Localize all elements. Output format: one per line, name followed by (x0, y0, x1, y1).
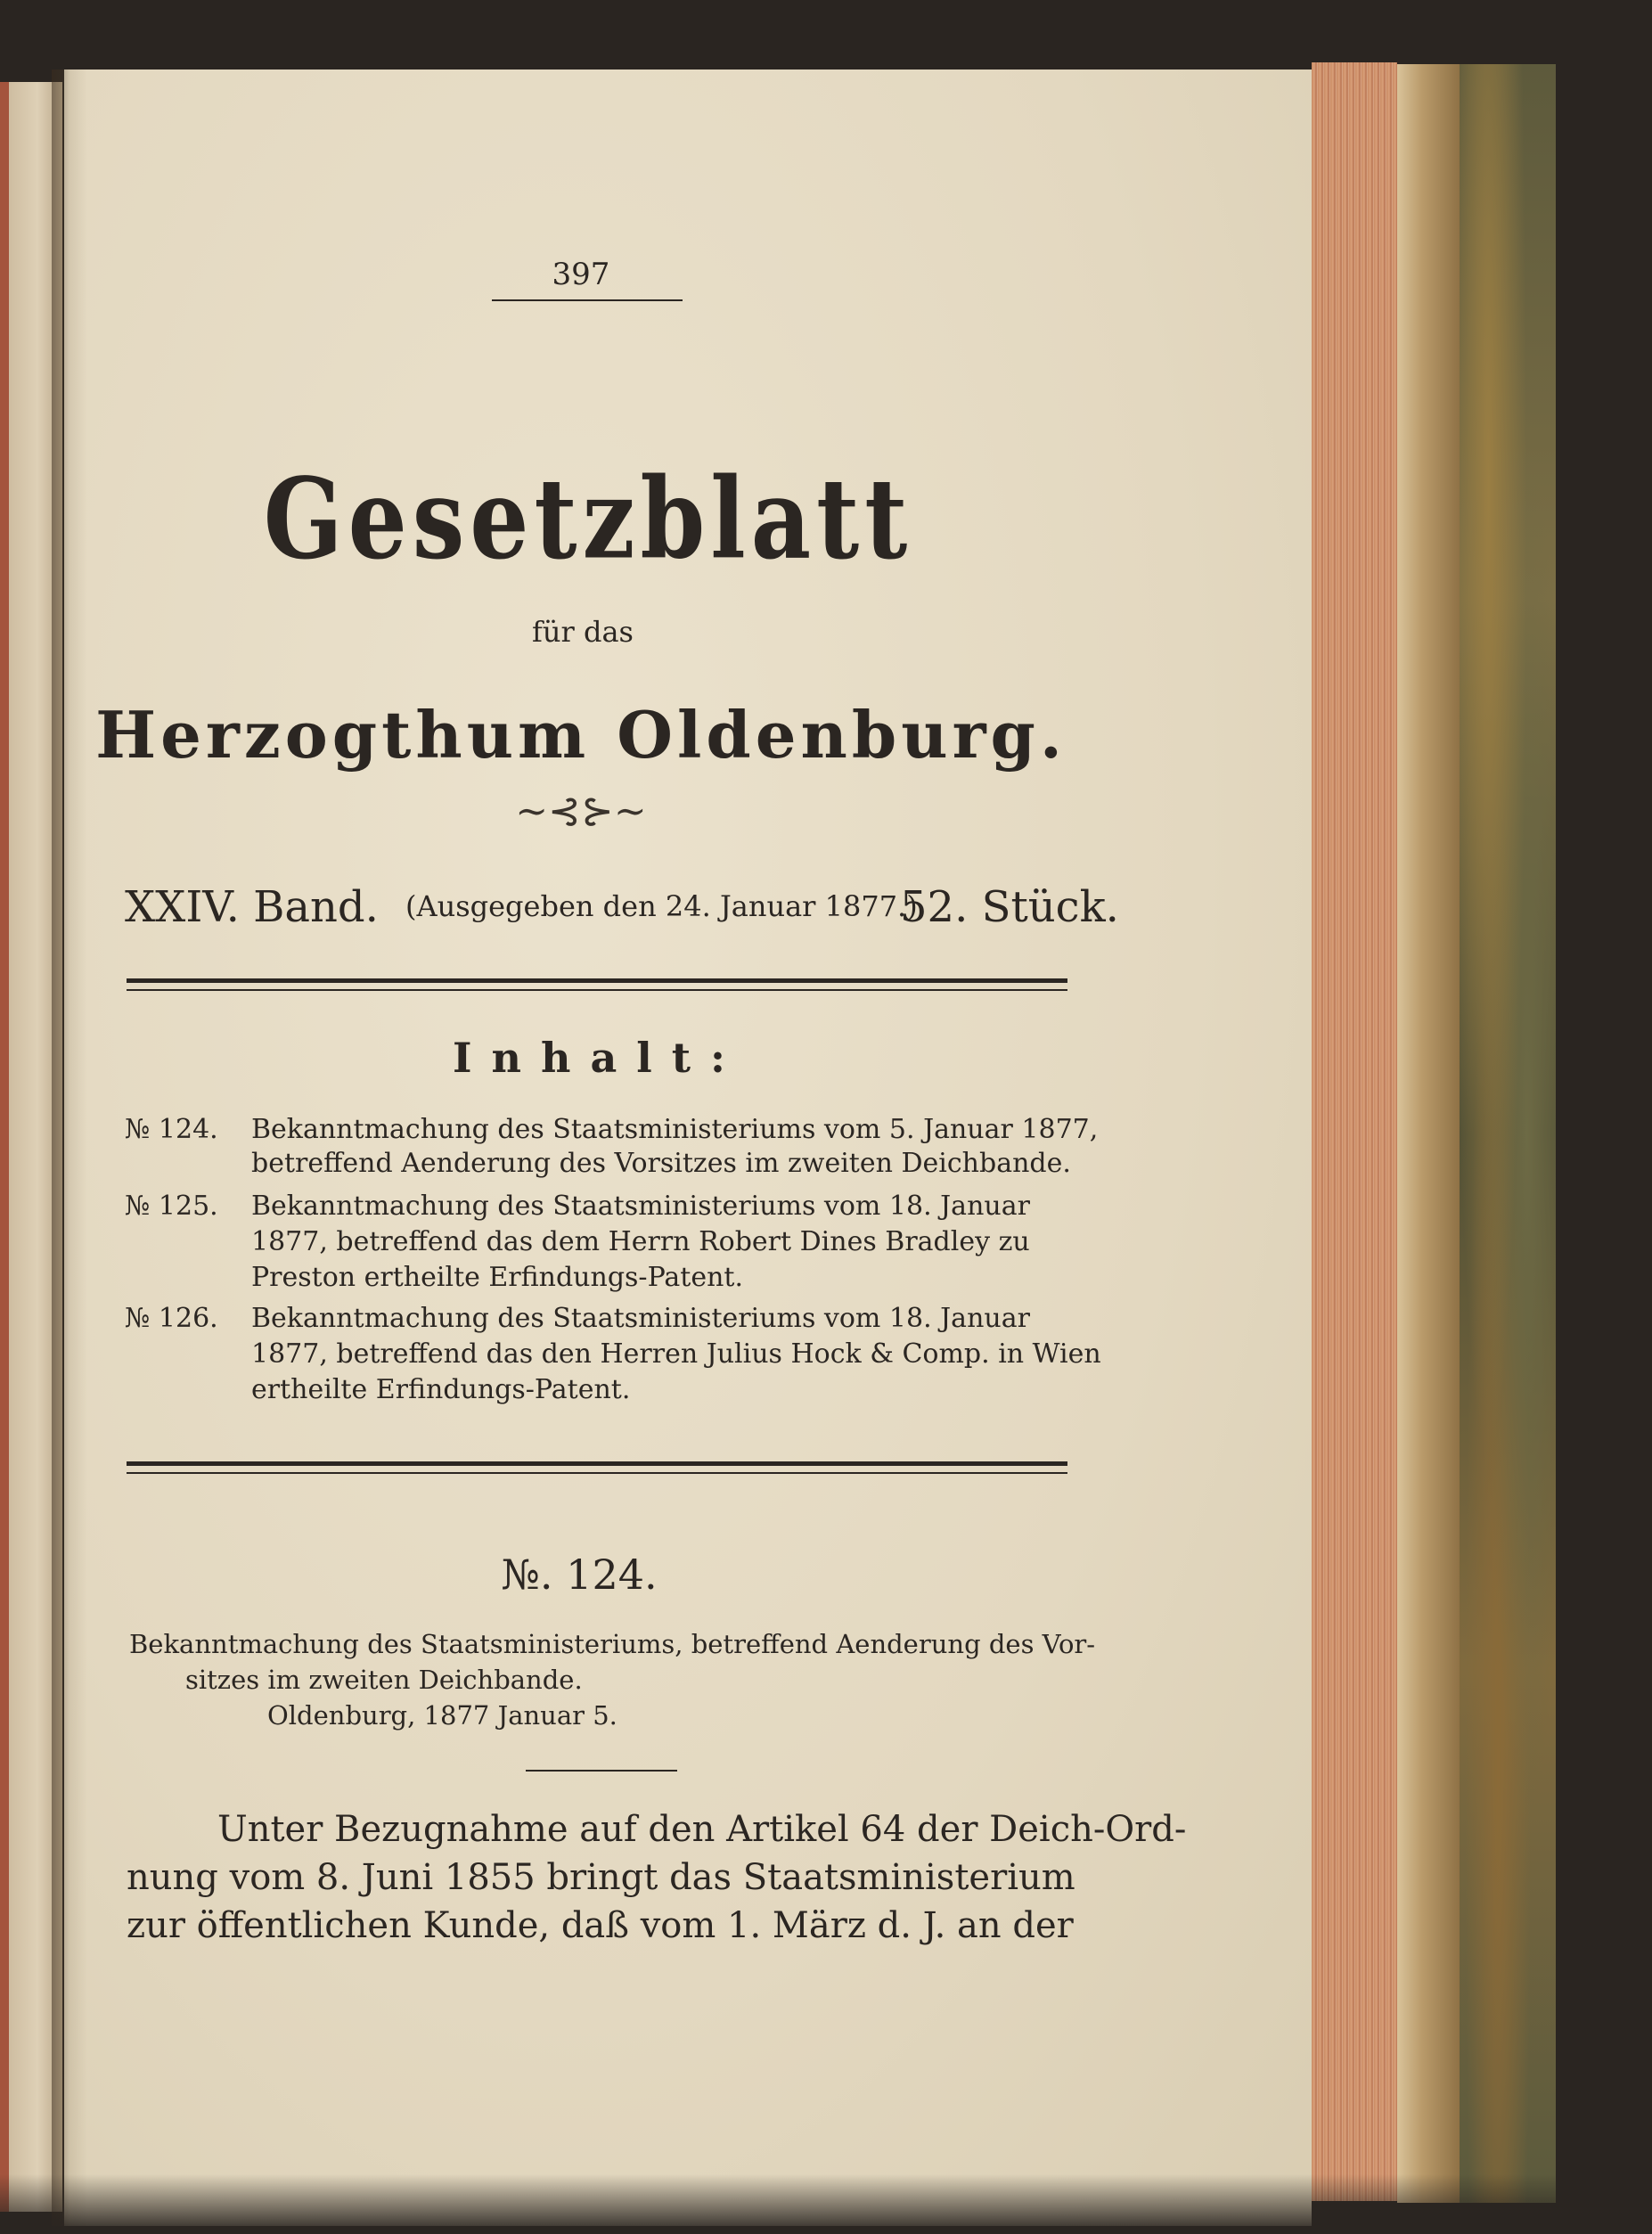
ornament-divider: ~⊰⊱~ (515, 789, 647, 834)
entry-summary-line: sitzes im zweiten Deichbande. (185, 1665, 583, 1695)
double-rule-top-thin (127, 989, 1067, 991)
entry-rule (526, 1770, 677, 1772)
issue-piece: 52. Stück. (900, 882, 1119, 932)
issue-date: (Ausgegeben den 24. Januar 1877.) (405, 889, 918, 923)
page-number: 397 (552, 257, 610, 292)
contents-item-line: Bekanntmachung des Staatsministeriums vom 5. Januar 1877, (251, 1114, 1099, 1145)
masthead-subtitle-prefix: für das (532, 615, 634, 649)
masthead-title: Gesetzblatt (263, 452, 913, 585)
contents-heading: Inhalt: (453, 1034, 745, 1082)
contents-item-line: Preston ertheilte Erfindungs-Patent. (251, 1262, 744, 1293)
double-rule-top (127, 978, 1067, 983)
entry-body-line: nung vom 8. Juni 1855 bringt das Staatsministerium (127, 1857, 1075, 1898)
gutter-shadow (52, 70, 87, 2226)
marbled-cover (1460, 64, 1556, 2203)
page-number-rule (492, 299, 683, 301)
contents-item-line: Bekanntmachung des Staatsministeriums vom 18. Januar (251, 1191, 1030, 1222)
background (1556, 0, 1652, 2234)
contents-item-line: ertheilte Erfindungs-Patent. (251, 1374, 631, 1405)
contents-item-number: № 126. (125, 1303, 218, 1334)
page-fore-edge (1312, 62, 1397, 2201)
double-rule-bottom-thin (127, 1472, 1067, 1474)
issue-volume: XXIV. Band. (125, 882, 379, 932)
contents-item-line: Bekanntmachung des Staatsministeriums vom 18. Januar (251, 1303, 1030, 1334)
entry-body-line: Unter Bezugnahme auf den Artikel 64 der Deich-Ord- (217, 1809, 1187, 1850)
double-rule-bottom (127, 1461, 1067, 1466)
red-page-edge (0, 82, 9, 2212)
contents-item-line: 1877, betreffend das dem Herrn Robert Dines Bradley zu (251, 1226, 1030, 1257)
entry-body-line: zur öffentlichen Kunde, daß vom 1. März d. J. an der (127, 1905, 1074, 1946)
contents-item-line: 1877, betreffend das den Herren Julius Hock & Comp. in Wien (251, 1338, 1101, 1370)
masthead-territory: Herzogthum Oldenburg. (95, 697, 1067, 773)
contents-item-number: № 124. (125, 1114, 218, 1145)
bottom-shadow (0, 2174, 1652, 2234)
book-board-edge (1397, 64, 1460, 2203)
entry-heading: №. 124. (501, 1551, 658, 1599)
entry-date: Oldenburg, 1877 Januar 5. (267, 1700, 617, 1731)
contents-item-number: № 125. (125, 1191, 218, 1222)
contents-item-line: betreffend Aenderung des Vorsitzes im zweiten Deichbande. (251, 1148, 1071, 1179)
entry-summary-line: Bekanntmachung des Staatsministeriums, betreffend Aenderung des Vor- (129, 1629, 1096, 1659)
